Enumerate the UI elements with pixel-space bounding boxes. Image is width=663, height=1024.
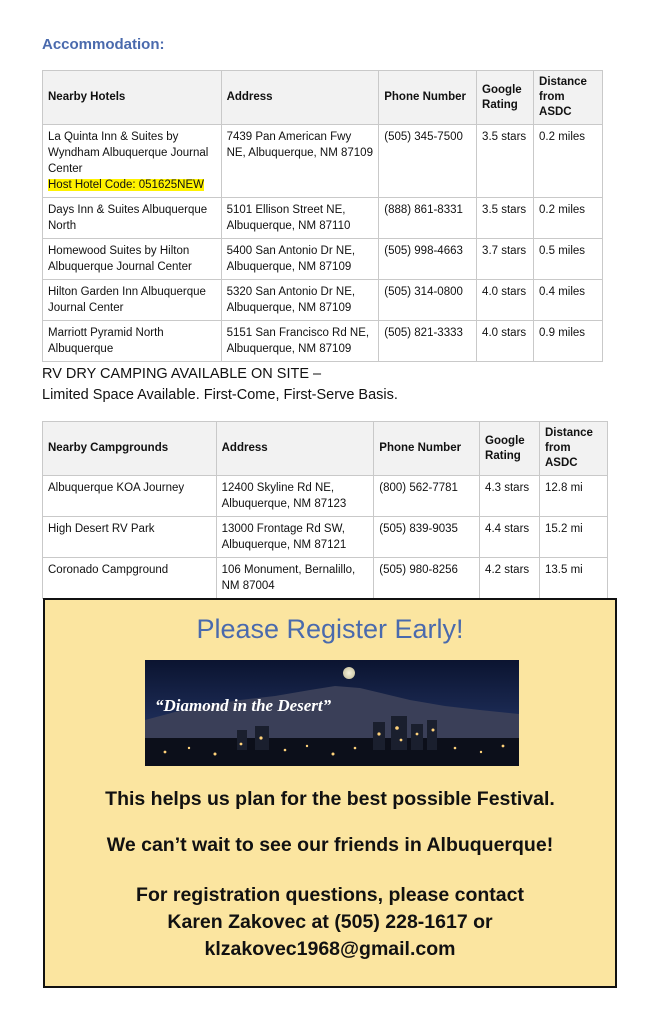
hotels-header-row	[43, 71, 603, 125]
hotel-rating: 4.0 stars	[477, 280, 534, 321]
campgrounds-header-row	[43, 422, 608, 476]
hotel-address: 5400 San Antonio Dr NE, Albuquerque, NM 87109	[221, 239, 379, 280]
hotel-rating: 4.0 stars	[477, 321, 534, 362]
banner-tagline: “Diamond in the Desert”	[155, 696, 332, 715]
hotel-name: La Quinta Inn & Suites by Wyndham Albuquerque Journal Center	[48, 131, 209, 175]
campground-phone: (505) 980-8256	[374, 558, 480, 599]
header-distance: Distance from ASDC	[540, 422, 608, 476]
campground-distance: 15.2 mi	[540, 517, 608, 558]
campground-name: Albuquerque KOA Journey	[43, 476, 217, 517]
hotel-rating: 3.7 stars	[477, 239, 534, 280]
hotels-table	[42, 70, 603, 362]
campground-distance: 12.8 mi	[540, 476, 608, 517]
contact-email[interactable]: klzakovec1968@gmail.com	[204, 938, 456, 960]
register-early-box	[43, 598, 617, 988]
campground-phone: (505) 839-9035	[374, 517, 480, 558]
table-row	[43, 321, 603, 362]
header-phone-number: Phone Number	[374, 422, 480, 476]
hotel-phone: (888) 861-8331	[379, 198, 477, 239]
header-nearby-campgrounds: Nearby Campgrounds	[43, 422, 217, 476]
campground-rating: 4.4 stars	[480, 517, 540, 558]
hotel-rating: 3.5 stars	[477, 125, 534, 198]
hotel-phone: (505) 314-0800	[379, 280, 477, 321]
table-row	[43, 558, 608, 599]
diamond-in-the-desert-banner	[145, 660, 519, 766]
hotel-address: 7439 Pan American Fwy NE, Albuquerque, NM 87109	[221, 125, 379, 198]
campground-name: High Desert RV Park	[43, 517, 217, 558]
rv-note-line2: Limited Space Available. First-Come, First-Serve Basis.	[42, 387, 398, 403]
campground-rating: 4.3 stars	[480, 476, 540, 517]
campground-phone: (800) 562-7781	[374, 476, 480, 517]
promo-line-plan: This helps us plan for the best possible Festival.	[105, 788, 555, 810]
table-row	[43, 239, 603, 280]
header-google-rating: Google Rating	[477, 71, 534, 125]
hotel-address: 5151 San Francisco Rd NE, Albuquerque, NM 87109	[221, 321, 379, 362]
campground-address: 106 Monument, Bernalillo, NM 87004	[216, 558, 374, 599]
table-row	[43, 517, 608, 558]
hotel-name: Days Inn & Suites Albuquerque North	[43, 198, 222, 239]
hotel-address: 5320 San Antonio Dr NE, Albuquerque, NM 87109	[221, 280, 379, 321]
hotel-distance: 0.4 miles	[534, 280, 603, 321]
city-ground	[145, 738, 519, 766]
header-address: Address	[221, 71, 379, 125]
contact-line1: For registration questions, please contact	[136, 884, 524, 906]
campground-name: Coronado Campground	[43, 558, 217, 599]
hotel-distance: 0.2 miles	[534, 198, 603, 239]
header-nearby-hotels: Nearby Hotels	[43, 71, 222, 125]
hotel-phone: (505) 998-4663	[379, 239, 477, 280]
promo-line-friends: We can’t wait to see our friends in Albuquerque!	[106, 834, 554, 856]
hotel-name: Homewood Suites by Hilton Albuquerque Journal Center	[43, 239, 222, 280]
table-row	[43, 125, 603, 198]
table-row	[43, 198, 603, 239]
hotel-name: Marriott Pyramid North Albuquerque	[43, 321, 222, 362]
rv-camping-note	[42, 364, 398, 406]
hotel-rating: 3.5 stars	[477, 198, 534, 239]
campground-address: 12400 Skyline Rd NE, Albuquerque, NM 87123	[216, 476, 374, 517]
hotel-name: Hilton Garden Inn Albuquerque Journal Center	[43, 280, 222, 321]
table-row	[43, 280, 603, 321]
header-address: Address	[216, 422, 374, 476]
campgrounds-table	[42, 421, 608, 599]
campground-rating: 4.2 stars	[480, 558, 540, 599]
hotel-phone: (505) 821-3333	[379, 321, 477, 362]
hotel-distance: 0.5 miles	[534, 239, 603, 280]
rv-note-line1: RV DRY CAMPING AVAILABLE ON SITE –	[42, 366, 322, 382]
hotel-address: 5101 Ellison Street NE, Albuquerque, NM 87110	[221, 198, 379, 239]
hotel-phone: (505) 345-7500	[379, 125, 477, 198]
contact-info	[45, 882, 615, 963]
table-row	[43, 476, 608, 517]
hotel-name-cell	[43, 125, 222, 198]
hotel-distance: 0.9 miles	[534, 321, 603, 362]
header-phone-number: Phone Number	[379, 71, 477, 125]
campground-distance: 13.5 mi	[540, 558, 608, 599]
header-google-rating: Google Rating	[480, 422, 540, 476]
hotel-distance: 0.2 miles	[534, 125, 603, 198]
host-hotel-code: Host Hotel Code: 051625NEW	[48, 179, 204, 191]
contact-line2: Karen Zakovec at (505) 228-1617 or	[167, 911, 493, 933]
campground-address: 13000 Frontage Rd SW, Albuquerque, NM 87121	[216, 517, 374, 558]
promo-title: Please Register Early!	[196, 614, 464, 644]
moon-icon	[343, 667, 355, 679]
header-distance: Distance from ASDC	[534, 71, 603, 125]
accommodation-heading: Accommodation:	[42, 36, 165, 53]
